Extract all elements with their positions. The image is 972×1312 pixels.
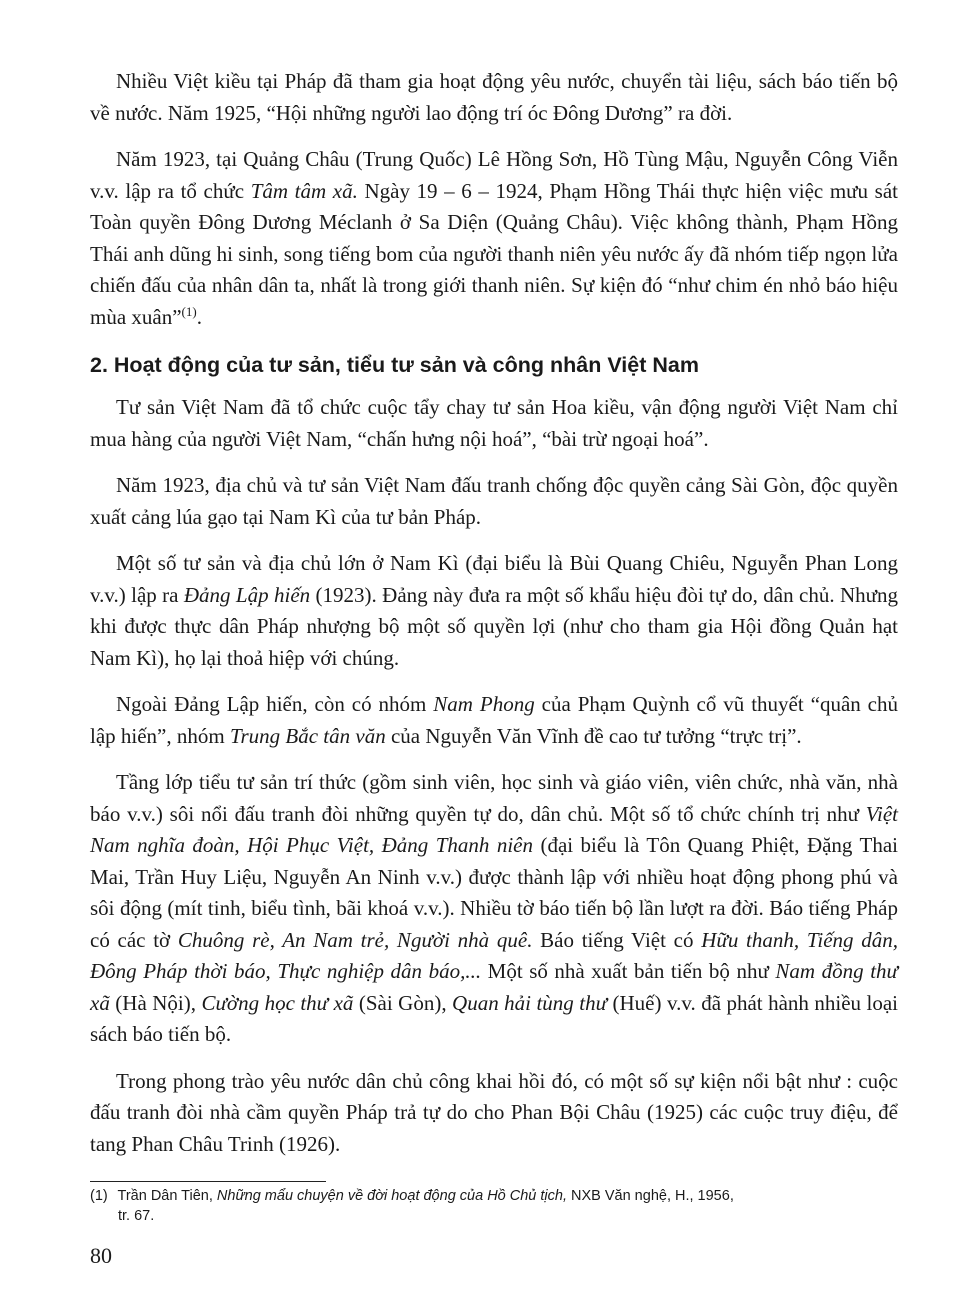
paragraph [90,548,898,674]
text-run: Một số tư sản và địa chủ lớn ở Nam Kì (đại biểu là Bùi Quang Chiêu, Nguyễn Phan Long v.v.) lập ra [90,551,898,607]
italic-text: Nam Phong [433,692,535,716]
text-run: Năm 1923, tại Quảng Châu (Trung Quốc) Lê Hồng Sơn, Hồ Tùng Mậu, Nguyễn Công Viễn v.v. lập ra tổ chức [90,147,898,203]
paragraph [90,767,898,1051]
text-run: (1923). Đảng này đưa ra một số khẩu hiệu đòi tự do, dân chủ. Nhưng khi được thực dân Pháp nhượng bộ một số quyền lợi (như cho tham gia Hội đồng Quản hạt Nam Kì), họ lại thoả hiệp với chúng. [90,582,898,670]
italic-text: Quan hải tùng thư [452,990,608,1015]
text-run: Một số nhà xuất bản tiến bộ như [481,959,776,983]
text-run: Nhiều Việt kiều tại Pháp đã tham gia hoạt động yêu nước, chuyển tài liệu, sách báo tiến bộ về nước. Năm 1925, “Hội những người lao động trí óc Đông Dương” ra đời. [90,69,898,125]
text-run: (Sài Gòn), [353,990,453,1015]
paragraph [90,1066,898,1161]
text-run: (đại biểu là Tôn Quang Phiệt, Đặng Thai Mai, Trần Huy Liệu, Nguyễn An Ninh v.v.) được thành lập với nhiều hoạt động phong phú và sôi động (mít tinh, biểu tình, bãi khoá v.v.). Nhiều tờ báo tiến bộ lần lượt ra đời. Báo tiếng Pháp có các tờ [90,833,898,952]
footnote-divider [90,1181,326,1182]
italic-text: Chuông rè, An Nam trẻ, Người nhà quê. [177,927,533,952]
footnote-pages: tr. 67. [118,1208,155,1224]
intro-paragraphs [90,66,898,333]
text-run: Năm 1923, địa chủ và tư sản Việt Nam đấu tranh chống độc quyền cảng Sài Gòn, độc quyền xuất cảng lúa gạo tại Nam Kì của tư bản Pháp. [90,473,898,529]
italic-text: Đảng Lập hiến [183,582,311,607]
italic-text: Hữu thanh, Tiếng dân, Đông Pháp thời báo, Thực nghiệp dân báo,... [90,927,898,983]
text-run: (Huế) v.v. đã phát hành nhiều loại sách báo tiến bộ. [90,990,898,1046]
footnote [90,1186,898,1226]
paragraph [90,144,898,333]
footnote-author: Trần Dân Tiên, [117,1188,213,1204]
text-run: Trong phong trào yêu nước dân chủ công khai hồi đó, có một số sự kiện nổi bật như : cuộc đấu tranh đòi nhà cầm quyền Pháp trả tự do cho Phan Bội Châu (1925) các cuộc truy điệu, để tang Phan Châu Trinh (1926). [90,1068,898,1156]
text-run: Tầng lớp tiểu tư sản trí thức (gồm sinh viên, học sinh và giáo viên, viên chức, nhà văn, nhà báo v.v.) sôi nổi đấu tranh đòi những quyền tự do, dân chủ. Một số tổ chức chính trị như [90,770,898,826]
italic-text: Nam đồng thư xã [90,959,898,1015]
text-run: (Hà Nội), [109,990,202,1015]
italic-text: Việt Nam nghĩa đoàn, Hội Phục Việt, Đảng Thanh niên [90,801,898,857]
paragraph [90,392,898,455]
page-body [90,66,898,1175]
text-run: Ngoài Đảng Lập hiến, còn có nhóm [116,692,434,716]
footnote-title: Những mẩu chuyện về đời hoạt động của Hồ Chủ tịch, [216,1188,567,1204]
paragraph [90,470,898,533]
text-run: Tư sản Việt Nam đã tổ chức cuộc tẩy chay tư sản Hoa kiều, vận động người Việt Nam chỉ mua hàng của người Việt Nam, “chấn hưng nội hoá”, “bài trừ ngoại hoá”. [90,395,898,451]
text-run: Ngày 19 – 6 – 1924, Phạm Hồng Thái thực hiện việc mưu sát Toàn quyền Đông Dương Méclanh ở Sa Diện (Quảng Châu). Việc không thành, Phạm Hồng Thái anh dũng hi sinh, song tiếng bom của người thanh niên yêu nước ấy đã nhóm tiếp ngọn lửa chiến đấu của nhân dân ta, nhất là trong giới thanh niên. Sự kiện đó “như chim én nhỏ báo hiệu mùa xuân” [90,178,899,329]
footnote-publisher: NXB Văn nghệ, H., 1956, [571,1188,734,1204]
paragraph [90,66,898,129]
text-run: của Phạm Quỳnh cổ vũ thuyết “quân chủ lập hiến”, nhóm [90,692,899,748]
footnote-number: (1) [90,1188,108,1204]
italic-text: Trung Bắc tân văn [229,723,386,748]
footnote-reference: (1) [181,303,197,319]
section-paragraphs [90,392,898,1160]
text-run: Báo tiếng Việt có [532,927,702,952]
text-run: của Nguyễn Văn Vĩnh đề cao tư tưởng “trực trị”. [385,723,802,748]
section-heading: 2. Hoạt động của tư sản, tiểu tư sản và công nhân Việt Nam [90,353,699,377]
italic-text: Tâm tâm xã. [250,178,358,203]
page-number: 80 [90,1243,112,1268]
paragraph [90,689,898,752]
text-run: . [196,304,202,329]
italic-text: Cường học thư xã [201,990,354,1015]
